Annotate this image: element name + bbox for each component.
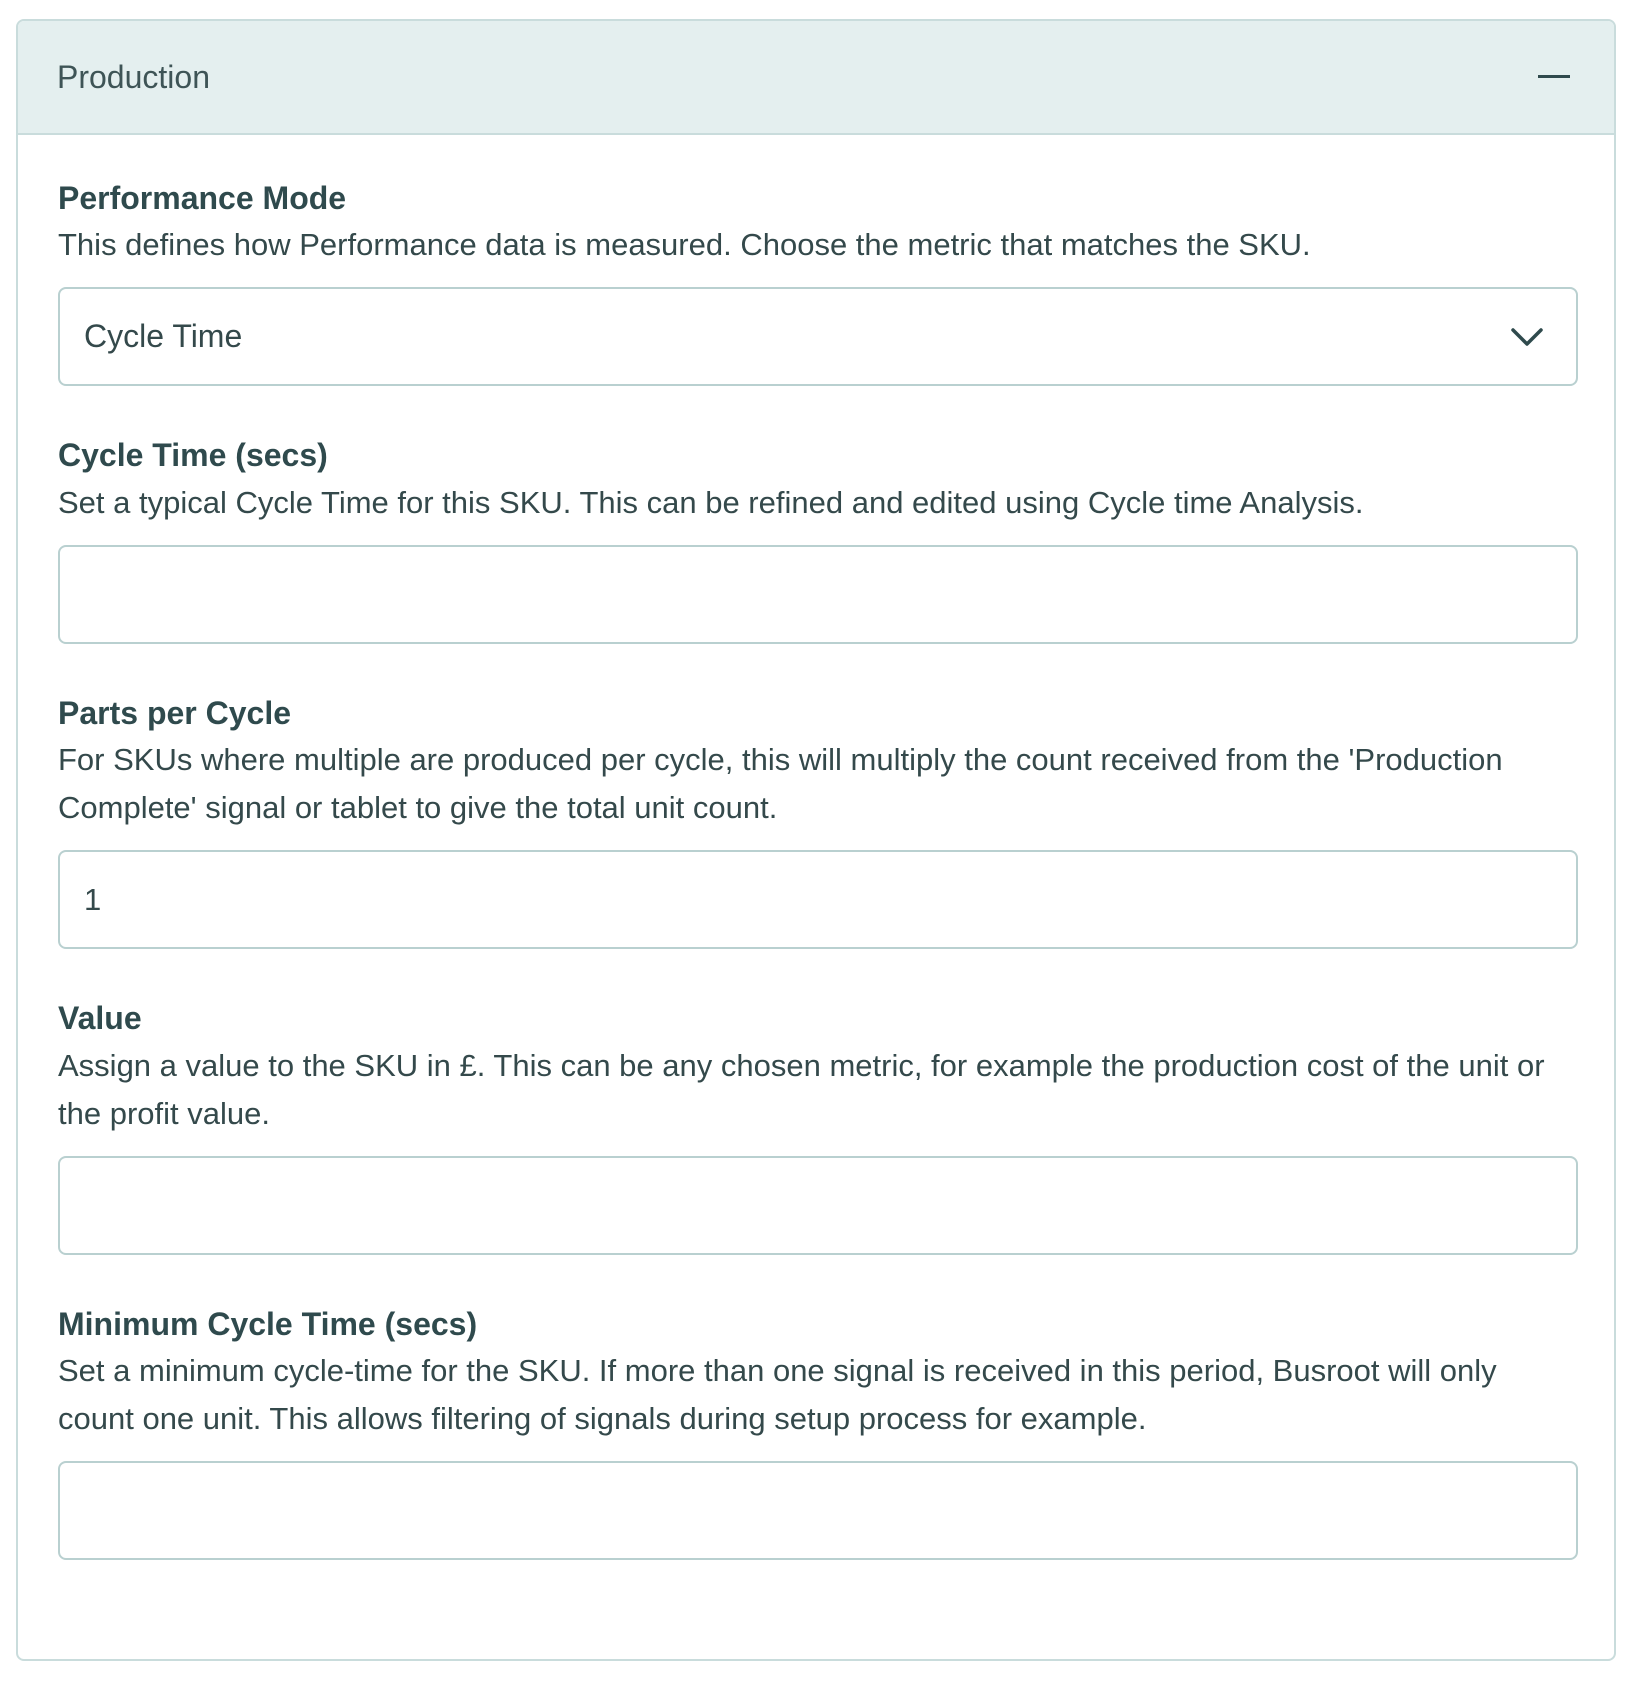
cycle-time-label: Cycle Time (secs) <box>58 437 328 474</box>
parts-per-cycle-input[interactable] <box>60 852 1576 947</box>
cycle-time-description: Set a typical Cycle Time for this SKU. This can be refined and edited using Cycle time Analysis. <box>58 484 1364 520</box>
value-input[interactable] <box>60 1158 1576 1253</box>
performance-mode-description: This defines how Performance data is measured. Choose the metric that matches the SKU. <box>58 227 1311 263</box>
min-cycle-time-input-wrapper <box>58 1461 1578 1560</box>
parts-per-cycle-field <box>58 694 1574 949</box>
collapse-button[interactable] <box>1534 57 1574 97</box>
parts-per-cycle-description: For SKUs where multiple are produced per cycle, this will multiply the count received from the 'Production Complete' signal or tablet to give the total unit count. <box>58 742 1503 826</box>
min-cycle-time-label: Minimum Cycle Time (secs) <box>58 1305 478 1342</box>
value-label: Value <box>58 1000 142 1037</box>
cycle-time-input-wrapper <box>58 545 1578 644</box>
panel-header[interactable] <box>18 21 1614 135</box>
min-cycle-time-description: Set a minimum cycle-time for the SKU. If more than one signal is received in this period, Busroot will only count one unit. This allows filtering of signals during setup process for example. <box>58 1352 1497 1436</box>
panel-body <box>18 179 1614 1560</box>
cycle-time-field <box>58 436 1574 643</box>
minus-icon <box>1538 75 1570 79</box>
value-field <box>58 999 1574 1254</box>
value-input-wrapper <box>58 1156 1578 1255</box>
min-cycle-time-input[interactable] <box>60 1463 1576 1558</box>
panel-title: Production <box>57 58 210 95</box>
performance-mode-selected-value: Cycle Time <box>84 318 243 355</box>
value-description: Assign a value to the SKU in £. This can be any chosen metric, for example the production cost of the unit or the profit value. <box>58 1047 1545 1131</box>
min-cycle-time-field <box>58 1305 1574 1560</box>
cycle-time-input[interactable] <box>60 547 1576 642</box>
parts-per-cycle-label: Parts per Cycle <box>58 694 292 731</box>
parts-per-cycle-input-wrapper <box>58 850 1578 949</box>
production-panel <box>16 19 1616 1661</box>
chevron-down-icon <box>1510 326 1544 348</box>
performance-mode-select[interactable] <box>58 287 1578 386</box>
performance-mode-field <box>58 179 1574 386</box>
performance-mode-label: Performance Mode <box>58 180 347 216</box>
